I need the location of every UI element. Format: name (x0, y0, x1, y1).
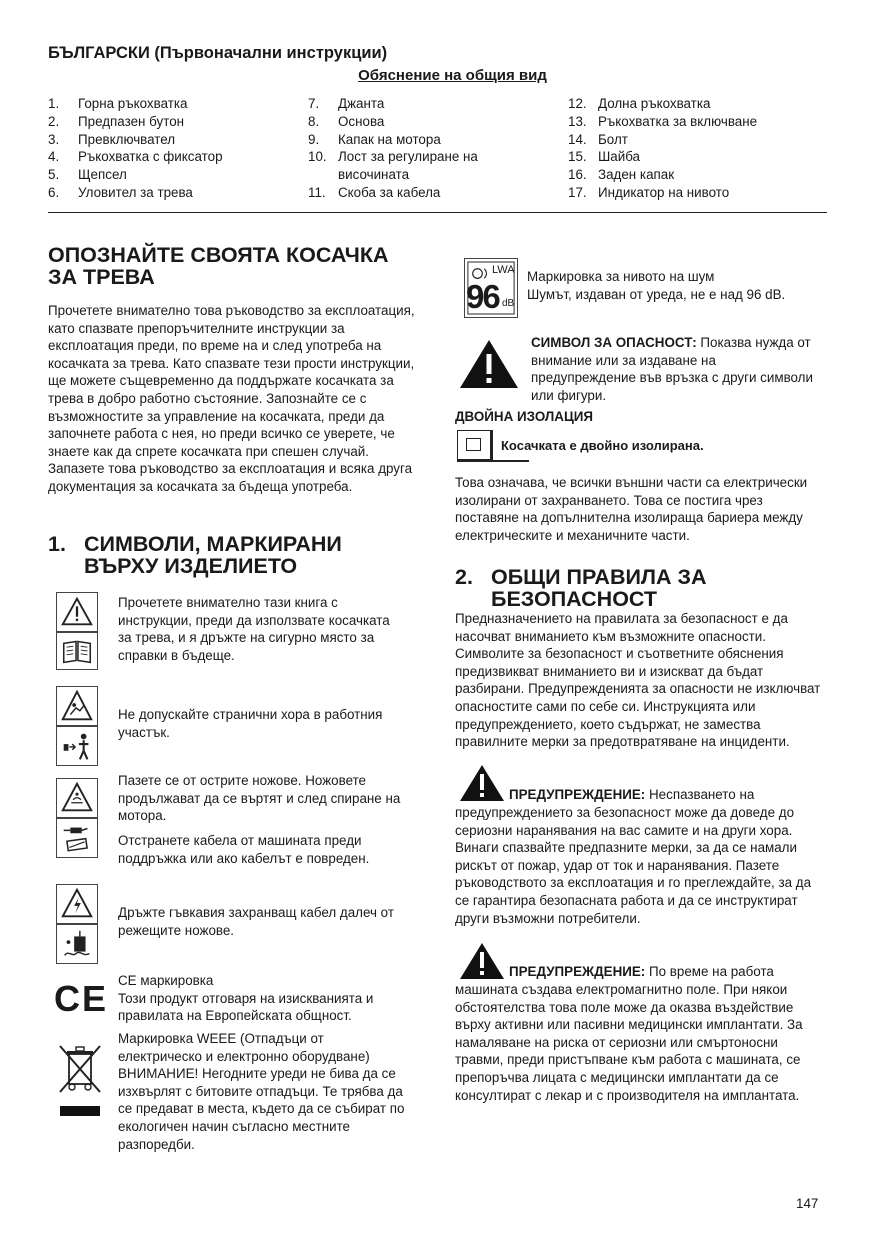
safety-heading (455, 566, 825, 610)
warning2-line1: По време на работа (645, 964, 774, 979)
warning-triangle-icon (56, 592, 98, 632)
know-heading-line2: ЗА ТРЕВА (48, 265, 155, 289)
double-insulation-icon (457, 430, 491, 460)
parts-list-label: Предпазен бутон (78, 113, 185, 129)
symbols-heading-line2: ВЪРХУ ИЗДЕЛИЕТО (84, 554, 298, 578)
safety-paragraph: Предназначението на правилата за безопасност е да насочват вниманието към възможните опасности. Символите за безопасност и съответните обяснения предизвикват вниманието ви и изискват да бъдат разбирани. Предупрежденията за опасности не изключват опасностите сами по себе си. Инструкцията или предупреждението, което съдържат, не замества правилните мерки за предотвратяване на инциденти. (455, 611, 821, 750)
parts-list-col3 (568, 95, 828, 202)
parts-list-label: Болт (598, 131, 628, 147)
noise-unit: dB (502, 298, 515, 309)
keep-distance-icon (56, 726, 98, 766)
parts-list-number: 7. (308, 96, 320, 111)
safety-heading-line1: ОБЩИ ПРАВИЛА ЗА (491, 565, 707, 589)
parts-list-number: 3. (48, 131, 60, 147)
parts-list-item (48, 148, 288, 166)
parts-list-number: 14. (568, 131, 587, 147)
overview-title: Обяснение на общия вид (358, 67, 547, 84)
warning2-bold: ПРЕДУПРЕЖДЕНИЕ: (509, 964, 646, 979)
warning1-icon (459, 764, 505, 802)
parts-list-item (48, 131, 288, 149)
warning1-first-line (509, 786, 754, 804)
warning1-text: предупреждението за безопасност може да доведе до сериозни наранявания на вас самите и на други хора. Винаги спазвайте предпазните мерки, за да се намали рискът от пожар, удар от ток и наранявания. Пазете ръководството за експлоатация и го преглеждайте, за да се гарантира безопасната работа и да се инструктират други възможни потребители. (455, 805, 812, 926)
weee-bin-icon (56, 1042, 104, 1120)
ce-text: Този продукт отговаря на изискванията и правилата на Европейската общност. (118, 990, 374, 1024)
parts-list-number: 16. (568, 167, 587, 183)
parts-list-number: 10. (308, 149, 327, 165)
know-heading (48, 244, 448, 288)
symbol-weee-text: Маркировка WEEE (Отпадъци от електрическо и електронно оборудване) ВНИМАНИЕ! Негодните уреди не бива да се изхвърлят с битовите отпадъци. Те трябва да се предават в места, където да се събират по екологичен начин съгласно местните разпоредби. (118, 1031, 405, 1152)
parts-list-label: височината (338, 167, 410, 183)
parts-list-item (568, 166, 828, 184)
parts-list-number: 1. (48, 96, 60, 111)
parts-list-label: Превключвател (78, 131, 176, 147)
warning2-icon (459, 942, 505, 980)
parts-list-item (48, 184, 288, 202)
parts-list-number: 9. (308, 131, 320, 147)
double-insulation-text: Това означава, че всички външни части са електрически изолирани от захранването. Това се постига чрез поставяне на допълнителна изолираща бариера между електрическите и механичните части. (455, 475, 808, 543)
ce-title: CE маркировка (118, 973, 214, 988)
noise-block (527, 268, 827, 303)
electric-hazard-icon (56, 884, 98, 924)
double-insulation-separator (491, 430, 493, 460)
parts-list-label: Лост за регулиране на (338, 149, 478, 165)
parts-list-number: 4. (48, 149, 60, 165)
symbols-heading (48, 533, 428, 577)
noise-title: Маркировка за нивото на шум (527, 269, 715, 284)
manual-book-icon (56, 632, 98, 670)
parts-list-number: 15. (568, 149, 587, 165)
parts-list-item (48, 95, 288, 113)
unplug-icon (56, 818, 98, 858)
symbol-blades-text: Пазете се от острите ножове. Ножовете продължават да се въртят и след спиране на мотора. (118, 773, 401, 824)
warning1-line1: Неспазването на (645, 787, 755, 802)
parts-list-number: 12. (568, 96, 587, 111)
parts-list-label: Индикатор на нивото (598, 184, 730, 200)
parts-list-item (308, 131, 548, 149)
parts-list-number: 2. (48, 113, 60, 129)
parts-list-label: Шайба (598, 149, 641, 165)
symbols-heading-line1: СИМВОЛИ, МАРКИРАНИ (84, 532, 342, 556)
danger-bold: СИМВОЛ ЗА ОПАСНОСТ: (531, 335, 697, 350)
double-insulation-box-text: Косачката е двойно изолирана. (501, 438, 704, 453)
parts-list-number: 13. (568, 113, 587, 129)
parts-list-label: Скоба за кабела (338, 184, 441, 200)
symbol-unplug-text: Отстранете кабела от машината преди поддръжка или ако кабелът е повреден. (118, 833, 370, 866)
parts-list-number: 6. (48, 184, 60, 200)
page-number: 147 (796, 1196, 819, 1211)
symbols-heading-number: 1. (48, 532, 66, 556)
warning1-bold: ПРЕДУПРЕЖДЕНИЕ: (509, 787, 646, 802)
noise-text: Шумът, издаван от уреда, не е над 96 dB. (527, 286, 786, 302)
parts-list-number: 5. (48, 167, 60, 183)
parts-list-item (568, 113, 828, 131)
parts-list-item (568, 131, 828, 149)
double-insulation-underline (457, 460, 529, 462)
symbol-cable-text: Дръжте гъвкавия захранващ кабел далеч от режещите ножове. (118, 905, 394, 938)
language-title: БЪЛГАРСКИ (Първоначални инструкции) (48, 44, 388, 62)
parts-list-label: Ръкохватка с фиксатор (78, 149, 223, 165)
parts-list-item (308, 113, 548, 131)
warning2-text: машината създава електромагнитно поле. При някои обстоятелства това поле може да оказва въздействие върху активни или пасивни медицински имплантати. За намаляване на риска от сериозни или смъртоносни травми, преди пристъпване към работа с машината, се препоръчва лицата с медицински имплантати да се консултират с лекар и с производителя на имплантата. (455, 982, 803, 1103)
parts-list-label: Уловител за трева (78, 184, 193, 200)
parts-list-item (308, 184, 548, 202)
parts-list-label: Горна ръкохватка (78, 96, 188, 111)
parts-list-label: Основа (338, 113, 385, 129)
parts-list-item (308, 95, 548, 113)
parts-list-item (568, 148, 828, 166)
parts-list-item (568, 95, 828, 113)
double-insulation-title: ДВОЙНА ИЗОЛАЦИЯ (455, 409, 593, 424)
parts-list-label: Долна ръкохватка (598, 96, 711, 111)
rotating-blade-icon (56, 778, 98, 818)
danger-triangle-icon (458, 338, 520, 390)
safety-heading-line2: БЕЗОПАСНОСТ (491, 587, 658, 611)
danger-symbol-text (531, 334, 821, 404)
parts-list-item (48, 113, 288, 131)
warning2-first-line (509, 963, 774, 981)
cable-away-icon (56, 924, 98, 964)
noise-lwa-label: LWA (492, 264, 515, 276)
parts-list-number: 8. (308, 113, 320, 129)
parts-list-col2 (308, 95, 548, 202)
symbol-bystanders-text: Не допускайте странични хора в работния участък. (118, 707, 383, 740)
parts-list-item (308, 148, 548, 166)
parts-list-col1 (48, 95, 288, 202)
ce-block (118, 972, 408, 1025)
know-heading-line1: ОПОЗНАЙТЕ СВОЯТА КОСАЧКА (48, 243, 389, 267)
flying-objects-icon (56, 686, 98, 726)
parts-list-label: Капак на мотора (338, 131, 441, 147)
divider (48, 212, 827, 213)
parts-list-item (568, 184, 828, 202)
parts-list-label: Заден капак (598, 167, 675, 183)
parts-list-item (308, 166, 548, 184)
parts-list-item (48, 166, 288, 184)
parts-list-number: 17. (568, 184, 587, 200)
safety-heading-number: 2. (455, 565, 473, 589)
danger-text: Показва нужда от внимание или за издаване на предупреждение във връзка с други символи или фигури. (531, 335, 813, 403)
know-paragraph: Прочетете внимателно това ръководство за експлоатация, като спазвате препоръчителните инструкции за експлоатация преди, по време на и след употреба на косачката за трева. Като спазвате тези прости инструкции, ще можете същевременно да поддържате косачката за трева в добро работно състояние. Запознайте се с възможностите за управление на косачката, преди да започнете работа с нея, но преди всичко се уверете, че знаете как да спрете косачката при спешен случай. Запазете това ръководство за експлоатация и всяка друга документация за косачката за бъдеща употреба. (48, 303, 415, 494)
parts-list-label: Ръкохватка за включване (598, 113, 758, 129)
ce-mark-icon: CE (54, 978, 109, 1019)
parts-list-number (308, 166, 338, 184)
parts-list-label: Щепсел (78, 167, 127, 183)
symbol-read-text: Прочетете внимателно тази книга с инструкции, преди да използвате косачката за трева, и я дръжте на сигурно място за справки в бъдеще. (118, 595, 390, 663)
parts-list-label: Джанта (338, 96, 385, 111)
noise-value: 96 (466, 278, 499, 315)
parts-list-number: 11. (308, 184, 326, 200)
